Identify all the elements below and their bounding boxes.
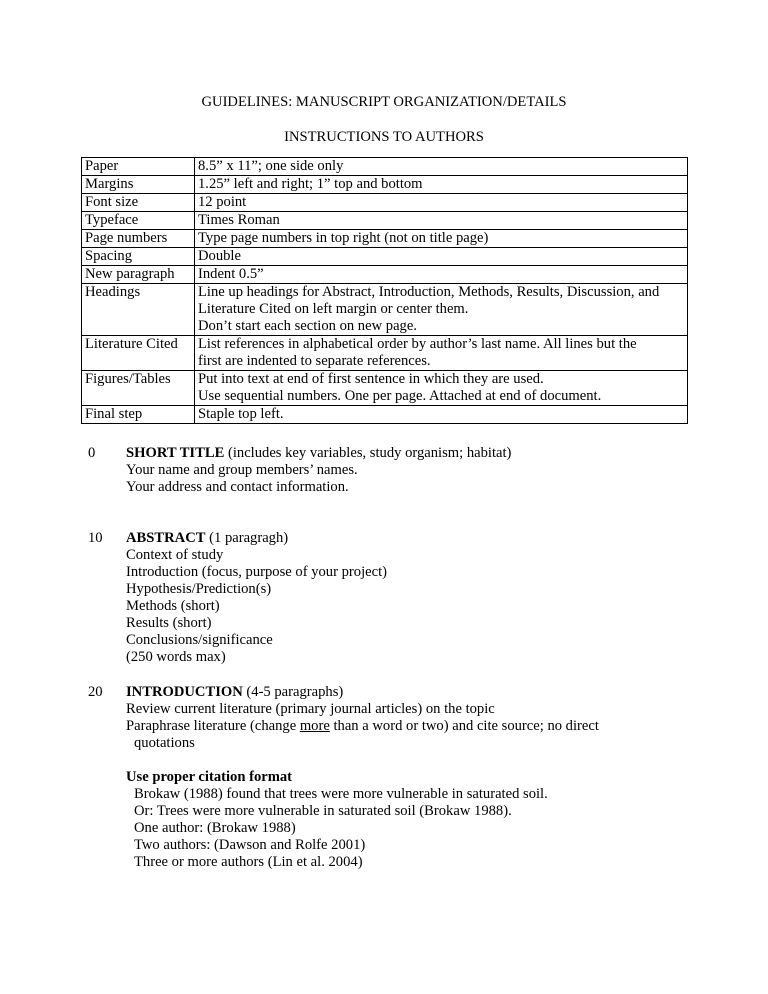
- document-title: GUIDELINES: MANUSCRIPT ORGANIZATION/DETAILS: [201, 94, 567, 110]
- spec-value-line: 12 point: [198, 194, 247, 210]
- spec-value: [195, 176, 688, 194]
- spec-value-line: Literature Cited on left margin or center them.: [198, 301, 469, 317]
- spec-key: Figures/Tables: [82, 371, 195, 406]
- spec-value: [195, 336, 688, 371]
- section-body: [126, 445, 726, 496]
- section-line: [126, 718, 726, 735]
- spec-row: [82, 284, 688, 336]
- section-heading-line: [126, 530, 726, 547]
- spec-value: [195, 230, 688, 248]
- spec-value: [195, 194, 688, 212]
- section-line: Results (short): [126, 615, 212, 631]
- spec-key: Margins: [82, 176, 195, 194]
- section-line: quotations: [134, 735, 195, 751]
- section-number: 10: [88, 530, 103, 546]
- section-line: (250 words max): [126, 649, 226, 665]
- spec-value-line: first are indented to separate references.: [198, 353, 431, 369]
- spec-key: Spacing: [82, 248, 195, 266]
- text-run: than a word or two) and cite source; no direct: [329, 718, 599, 734]
- section-heading-note: (includes key variables, study organism; habitat): [224, 445, 512, 461]
- spec-row: [82, 266, 688, 284]
- spec-row: [82, 248, 688, 266]
- spec-row: [82, 371, 688, 406]
- section-line: Hypothesis/Prediction(s): [126, 581, 272, 597]
- spec-value: [195, 158, 688, 176]
- section-heading-line: [126, 684, 726, 701]
- spec-row: [82, 158, 688, 176]
- spec-value: [195, 212, 688, 230]
- spec-value-line: List references in alphabetical order by author’s last name. All lines but the: [198, 336, 637, 352]
- spec-value-line: Staple top left.: [198, 406, 284, 422]
- spec-key: New paragraph: [82, 266, 195, 284]
- spec-key: Font size: [82, 194, 195, 212]
- section-body: [126, 530, 726, 666]
- section-body: [126, 684, 726, 871]
- underlined-text: more: [299, 718, 330, 734]
- section-heading: INTRODUCTION: [126, 684, 243, 700]
- section-heading-line: [126, 445, 726, 462]
- section-number: 20: [88, 684, 103, 700]
- spec-value: [195, 248, 688, 266]
- section-line: Your address and contact information.: [126, 479, 349, 495]
- spec-value-line: Line up headings for Abstract, Introduction, Methods, Results, Discussion, and: [198, 284, 660, 300]
- spec-value-line: Don’t start each section on new page.: [198, 318, 417, 334]
- blank-line: [126, 752, 726, 769]
- section-heading: SHORT TITLE: [126, 445, 225, 461]
- citation-line: Or: Trees were more vulnerable in saturated soil (Brokaw 1988).: [134, 803, 512, 819]
- citation-line: Three or more authors (Lin et al. 2004): [134, 854, 363, 870]
- spec-row: [82, 194, 688, 212]
- spec-value-line: 1.25” left and right; 1” top and bottom: [198, 176, 423, 192]
- section-line: Conclusions/significance: [126, 632, 273, 648]
- document-subtitle: INSTRUCTIONS TO AUTHORS: [284, 129, 484, 145]
- format-specs-table: [81, 157, 688, 424]
- section-line: Context of study: [126, 547, 224, 563]
- section-heading-note: (1 paragragh): [205, 530, 289, 546]
- spec-value-line: Put into text at end of first sentence in which they are used.: [198, 371, 544, 387]
- spec-value-line: Type page numbers in top right (not on title page): [198, 230, 489, 246]
- citation-heading: Use proper citation format: [126, 769, 293, 785]
- spec-value-line: Double: [198, 248, 241, 264]
- section-line: Your name and group members’ names.: [126, 462, 358, 478]
- spec-row: [82, 230, 688, 248]
- citation-line: Brokaw (1988) found that trees were more vulnerable in saturated soil.: [134, 786, 548, 802]
- section-line: Introduction (focus, purpose of your project): [126, 564, 387, 580]
- spec-key: Literature Cited: [82, 336, 195, 371]
- spec-key: Headings: [82, 284, 195, 336]
- spec-row: [82, 336, 688, 371]
- section-number: 0: [88, 445, 96, 461]
- spec-key: Paper: [82, 158, 195, 176]
- section-line: Methods (short): [126, 598, 220, 614]
- spec-row: [82, 406, 688, 424]
- spec-row: [82, 176, 688, 194]
- spec-key: Typeface: [82, 212, 195, 230]
- spec-value: [195, 266, 688, 284]
- spec-row: [82, 212, 688, 230]
- spec-key: Page numbers: [82, 230, 195, 248]
- spec-value-line: Indent 0.5”: [198, 266, 264, 282]
- spec-value-line: Times Roman: [198, 212, 280, 228]
- spec-value: [195, 406, 688, 424]
- text-run: Paraphrase literature (change: [126, 718, 300, 734]
- section-line: Review current literature (primary journal articles) on the topic: [126, 701, 495, 717]
- section-heading-note: (4-5 paragraphs): [242, 684, 344, 700]
- spec-value: [195, 284, 688, 336]
- section-heading: ABSTRACT: [126, 530, 206, 546]
- citation-line: One author: (Brokaw 1988): [134, 820, 296, 836]
- spec-value-line: Use sequential numbers. One per page. Attached at end of document.: [198, 388, 602, 404]
- spec-value: [195, 371, 688, 406]
- spec-key: Final step: [82, 406, 195, 424]
- format-specs-body: [82, 158, 688, 424]
- citation-line: Two authors: (Dawson and Rolfe 2001): [134, 837, 366, 853]
- spec-value-line: 8.5” x 11”; one side only: [198, 158, 344, 174]
- citation-heading-line: [126, 769, 726, 786]
